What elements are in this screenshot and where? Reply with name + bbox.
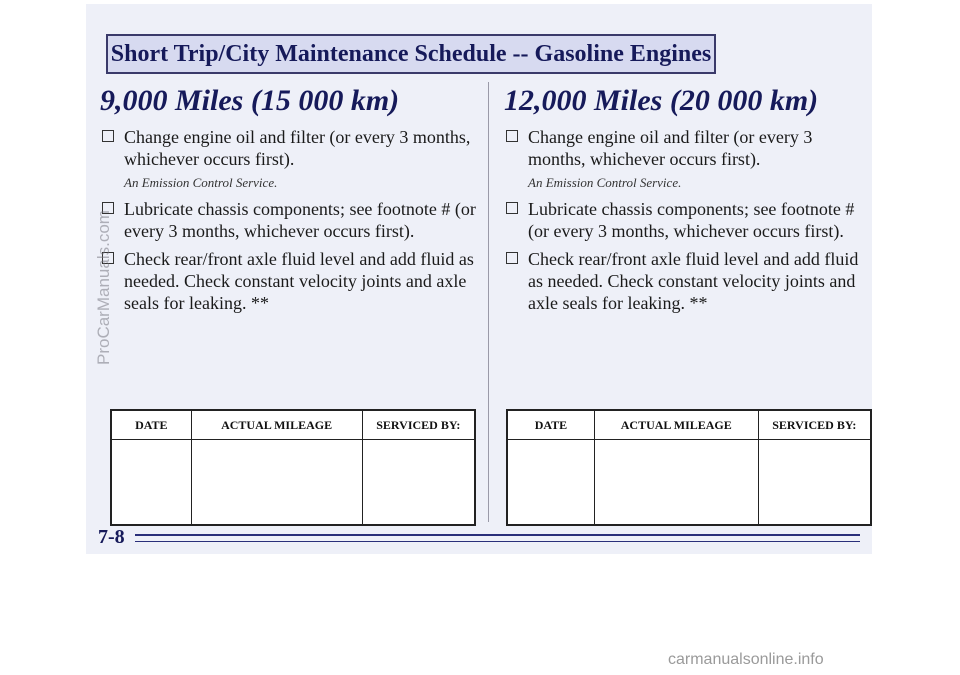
side-watermark: ProCarManuals.com	[94, 210, 113, 365]
page-footer	[98, 526, 860, 549]
left-item-lubricate	[100, 198, 480, 242]
col-serviced-header: SERVICED BY:	[362, 410, 475, 440]
checkbox-icon[interactable]	[506, 130, 518, 142]
right-item-oil	[504, 126, 874, 170]
checkbox-icon[interactable]	[102, 130, 114, 142]
mileage-cell[interactable]	[594, 440, 758, 526]
left-mileage-heading: 9,000 Miles (15 000 km)	[100, 84, 400, 117]
left-item-oil-text: Change engine oil and filter (or every 3 months, whichever occurs first).	[124, 127, 471, 169]
footer-rule	[135, 534, 860, 542]
col-mileage-header: ACTUAL MILEAGE	[594, 410, 758, 440]
left-item-oil	[100, 126, 480, 170]
column-divider	[488, 82, 489, 522]
right-item-lubricate	[504, 198, 874, 242]
right-item-lubricate-text: Lubricate chassis components; see footnote # (or every 3 months, whichever occurs first).	[528, 199, 855, 241]
left-emission-note: An Emission Control Service.	[124, 175, 278, 190]
right-service-log-table	[506, 409, 872, 526]
mileage-cell[interactable]	[191, 440, 362, 526]
col-date-header: DATE	[507, 410, 594, 440]
checkbox-icon[interactable]	[506, 202, 518, 214]
right-item-oil-text: Change engine oil and filter (or every 3 months, whichever occurs first).	[528, 127, 813, 169]
manual-page	[86, 4, 872, 554]
left-service-log-table	[110, 409, 476, 526]
right-column	[504, 82, 874, 320]
left-column	[100, 82, 480, 320]
page-number: 7-8	[98, 526, 125, 548]
right-item-axle-text: Check rear/front axle fluid level and add fluid as needed. Check constant velocity joints and axle seals for leaking. **	[528, 249, 859, 313]
left-item-axle	[100, 248, 480, 314]
section-header	[106, 34, 716, 74]
bottom-watermark: carmanualsonline.info	[668, 651, 824, 668]
col-serviced-header: SERVICED BY:	[758, 410, 871, 440]
right-item-axle	[504, 248, 874, 314]
checkbox-icon[interactable]	[506, 252, 518, 264]
left-item-axle-text: Check rear/front axle fluid level and add fluid as needed. Check constant velocity joints and axle seals for leaking. **	[124, 249, 474, 313]
serviced-cell[interactable]	[758, 440, 871, 526]
col-date-header: DATE	[111, 410, 191, 440]
date-cell[interactable]	[111, 440, 191, 526]
right-emission-note: An Emission Control Service.	[528, 175, 682, 190]
col-mileage-header: ACTUAL MILEAGE	[191, 410, 362, 440]
section-title: Short Trip/City Maintenance Schedule -- Gasoline Engines	[110, 40, 712, 67]
date-cell[interactable]	[507, 440, 594, 526]
left-item-lubricate-text: Lubricate chassis components; see footnote # (or every 3 months, whichever occurs first).	[124, 199, 476, 241]
serviced-cell[interactable]	[362, 440, 475, 526]
right-mileage-heading: 12,000 Miles (20 000 km)	[504, 84, 819, 117]
